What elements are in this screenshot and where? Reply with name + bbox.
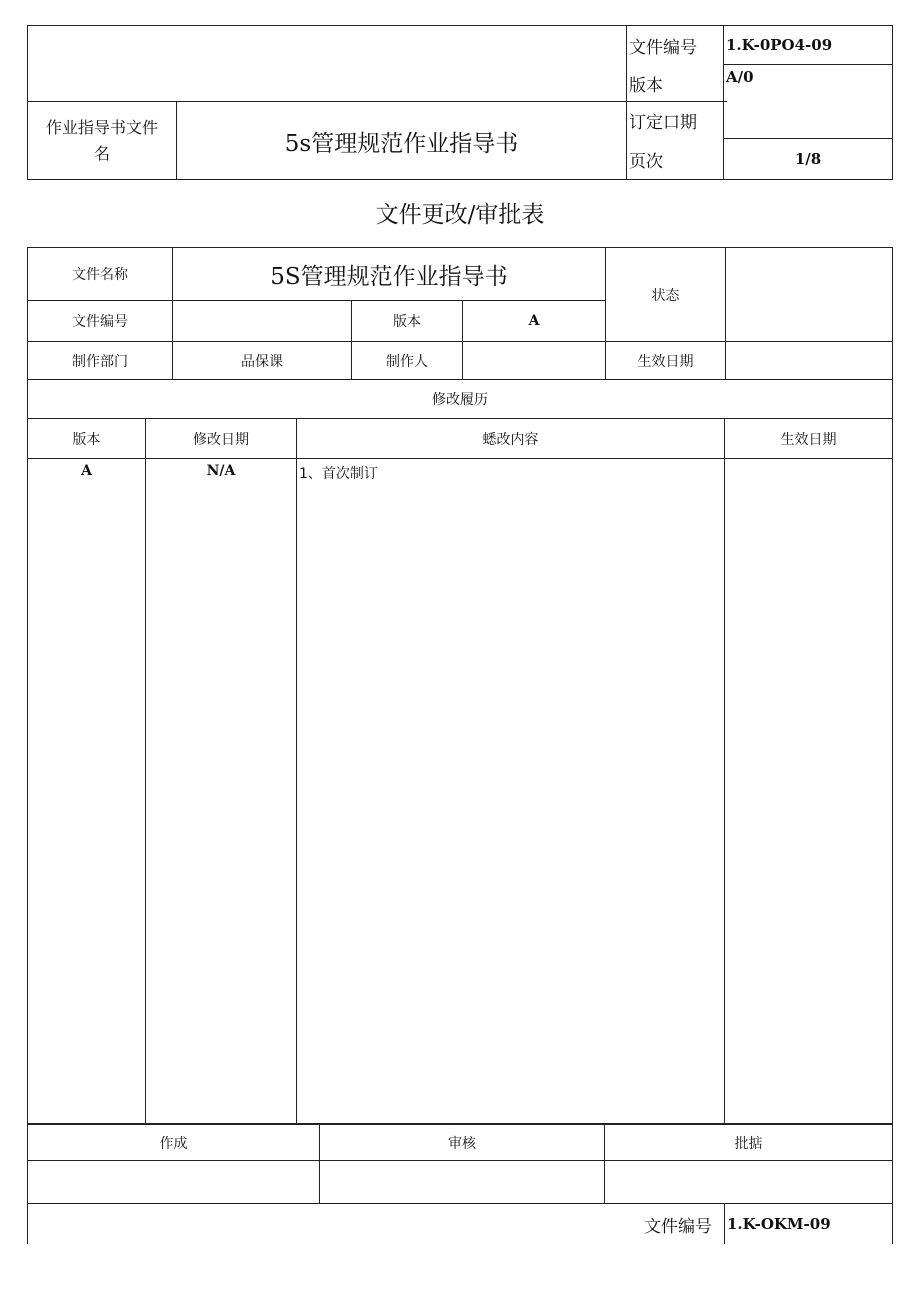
file-name-label: 文件名称	[72, 267, 128, 283]
dept-label: 制作部门	[72, 353, 128, 370]
dept-value: 品保课	[241, 353, 283, 370]
page-value: 1/8	[794, 150, 822, 168]
footer-doc-no-value: 1.K-OKM-09	[727, 1215, 831, 1233]
version-value-info: A	[528, 313, 540, 329]
history-row-content: 1、首次制订	[299, 466, 378, 482]
doc-no-label: 文件编号	[629, 37, 697, 58]
status-value	[726, 248, 892, 341]
date-value	[724, 102, 892, 138]
history-title: 修改履历	[432, 392, 488, 408]
date-label: 订定口期	[629, 112, 697, 133]
approval-title: 文件更改/审批表	[375, 201, 545, 228]
footer-doc-no-label: 文件编号	[644, 1216, 712, 1237]
history-col-date: 修改日期	[193, 431, 249, 448]
page-label: 页次	[629, 151, 663, 172]
signoff-prepared-label: 作成	[159, 1136, 188, 1152]
file-no-value	[173, 301, 351, 341]
file-no-label: 文件编号	[72, 314, 128, 330]
status-label: 状态	[651, 287, 680, 304]
effective-label: 生效日期	[637, 353, 694, 370]
signoff-approve-label: 批掂	[734, 1136, 763, 1152]
name-label: 作业指导书文件 名	[45, 118, 158, 163]
signoff-review-label: 审核	[448, 1136, 476, 1152]
doc-no-value: 1.K-0PO4-09	[726, 36, 833, 54]
history-col-version: 版本	[72, 431, 101, 448]
author-value	[463, 342, 605, 379]
version-value: A/0	[726, 68, 754, 86]
version-label: 版本	[629, 75, 663, 96]
document-title: 5s管理规范作业指导书	[284, 130, 519, 157]
version-label-info: 版本	[393, 314, 421, 330]
history-row-version: A	[81, 463, 92, 479]
author-label: 制作人	[386, 353, 428, 370]
effective-value	[726, 342, 892, 379]
history-col-effective: 生效日期	[780, 431, 837, 448]
file-name-value: 5S管理规范作业指导书	[270, 263, 508, 290]
history-row-effective	[725, 460, 892, 482]
history-row-date: N/A	[206, 463, 236, 479]
history-col-content: 蟋改内容	[482, 431, 539, 448]
